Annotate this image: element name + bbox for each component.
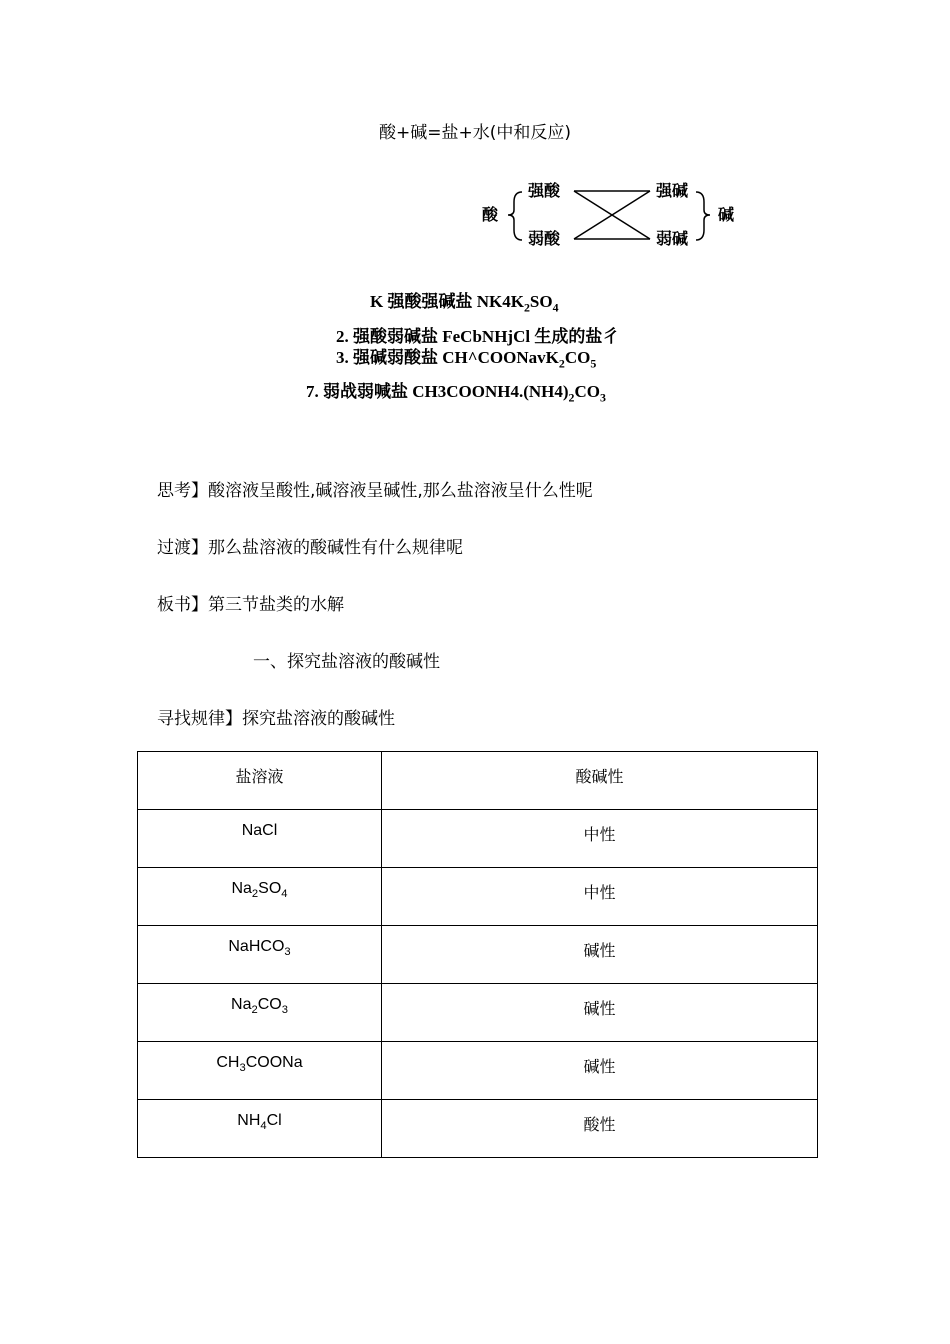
base-label: 碱 (718, 205, 735, 224)
table-row (138, 984, 818, 1042)
find-rule-line: 寻找规律】探究盐溶液的酸碱性 (157, 709, 395, 729)
table-header-row (138, 752, 818, 810)
salt-class-1: K 强酸强碱盐 $NK4K_2SO_4$ (370, 292, 559, 315)
strong-acid-label: 强酸 (528, 181, 561, 200)
table-row (138, 1100, 818, 1158)
salt-formula: $NH_4Cl$ (138, 1100, 382, 1158)
board-line: 板书】第三节盐类的水解 (157, 595, 344, 615)
header-acidity: 酸碱性 (382, 752, 818, 810)
acidity-value: 碱性 (382, 926, 818, 984)
acidity-value: 中性 (382, 810, 818, 868)
salt-solution-table (137, 751, 818, 1158)
left-brace (508, 192, 522, 240)
section-heading: 一、探究盐溶液的酸碱性 (253, 652, 440, 672)
strong-base-label: 强碱 (656, 181, 689, 200)
weak-base-label: 弱碱 (656, 229, 689, 248)
table-row (138, 810, 818, 868)
acid-base-diagram (470, 170, 760, 260)
right-brace (696, 192, 710, 240)
salt-formula: $Na_2CO_3$ (138, 984, 382, 1042)
salt-formula: $CH_3COONa$ (138, 1042, 382, 1100)
acidity-value: 中性 (382, 868, 818, 926)
salt-formula: $Na_2SO_4$ (138, 868, 382, 926)
neutralization-equation: 酸+碱=盐+水(中和反应) (379, 123, 571, 143)
salt-class-3: 3. 强碱弱酸盐 $CH\^{}COONavK_2CO_5$ (336, 348, 597, 371)
acidity-value: 酸性 (382, 1100, 818, 1158)
acidity-value: 碱性 (382, 984, 818, 1042)
salt-formula: NaCl (138, 810, 382, 868)
salt-class-4: 7. 弱战弱喊盐 $CH3COONH4.(NH4)_2CO_3$ (306, 382, 606, 405)
transition-line: 过渡】那么盐溶液的酸碱性有什么规律呢 (157, 538, 463, 558)
table-row (138, 926, 818, 984)
header-salt-solution: 盐溶液 (138, 752, 382, 810)
salt-formula: NaHCO$_3$ (138, 926, 382, 984)
weak-acid-label: 弱酸 (528, 229, 561, 248)
table-row (138, 868, 818, 926)
table-row (138, 1042, 818, 1100)
acid-label: 酸 (482, 205, 499, 224)
salt-class-2: 2. 强酸弱碱盐 FeCbNHjCl 生成的盐彳 (336, 327, 620, 346)
think-line: 思考】酸溶液呈酸性,碱溶液呈碱性,那么盐溶液呈什么性呢 (157, 481, 593, 501)
acidity-value: 碱性 (382, 1042, 818, 1100)
